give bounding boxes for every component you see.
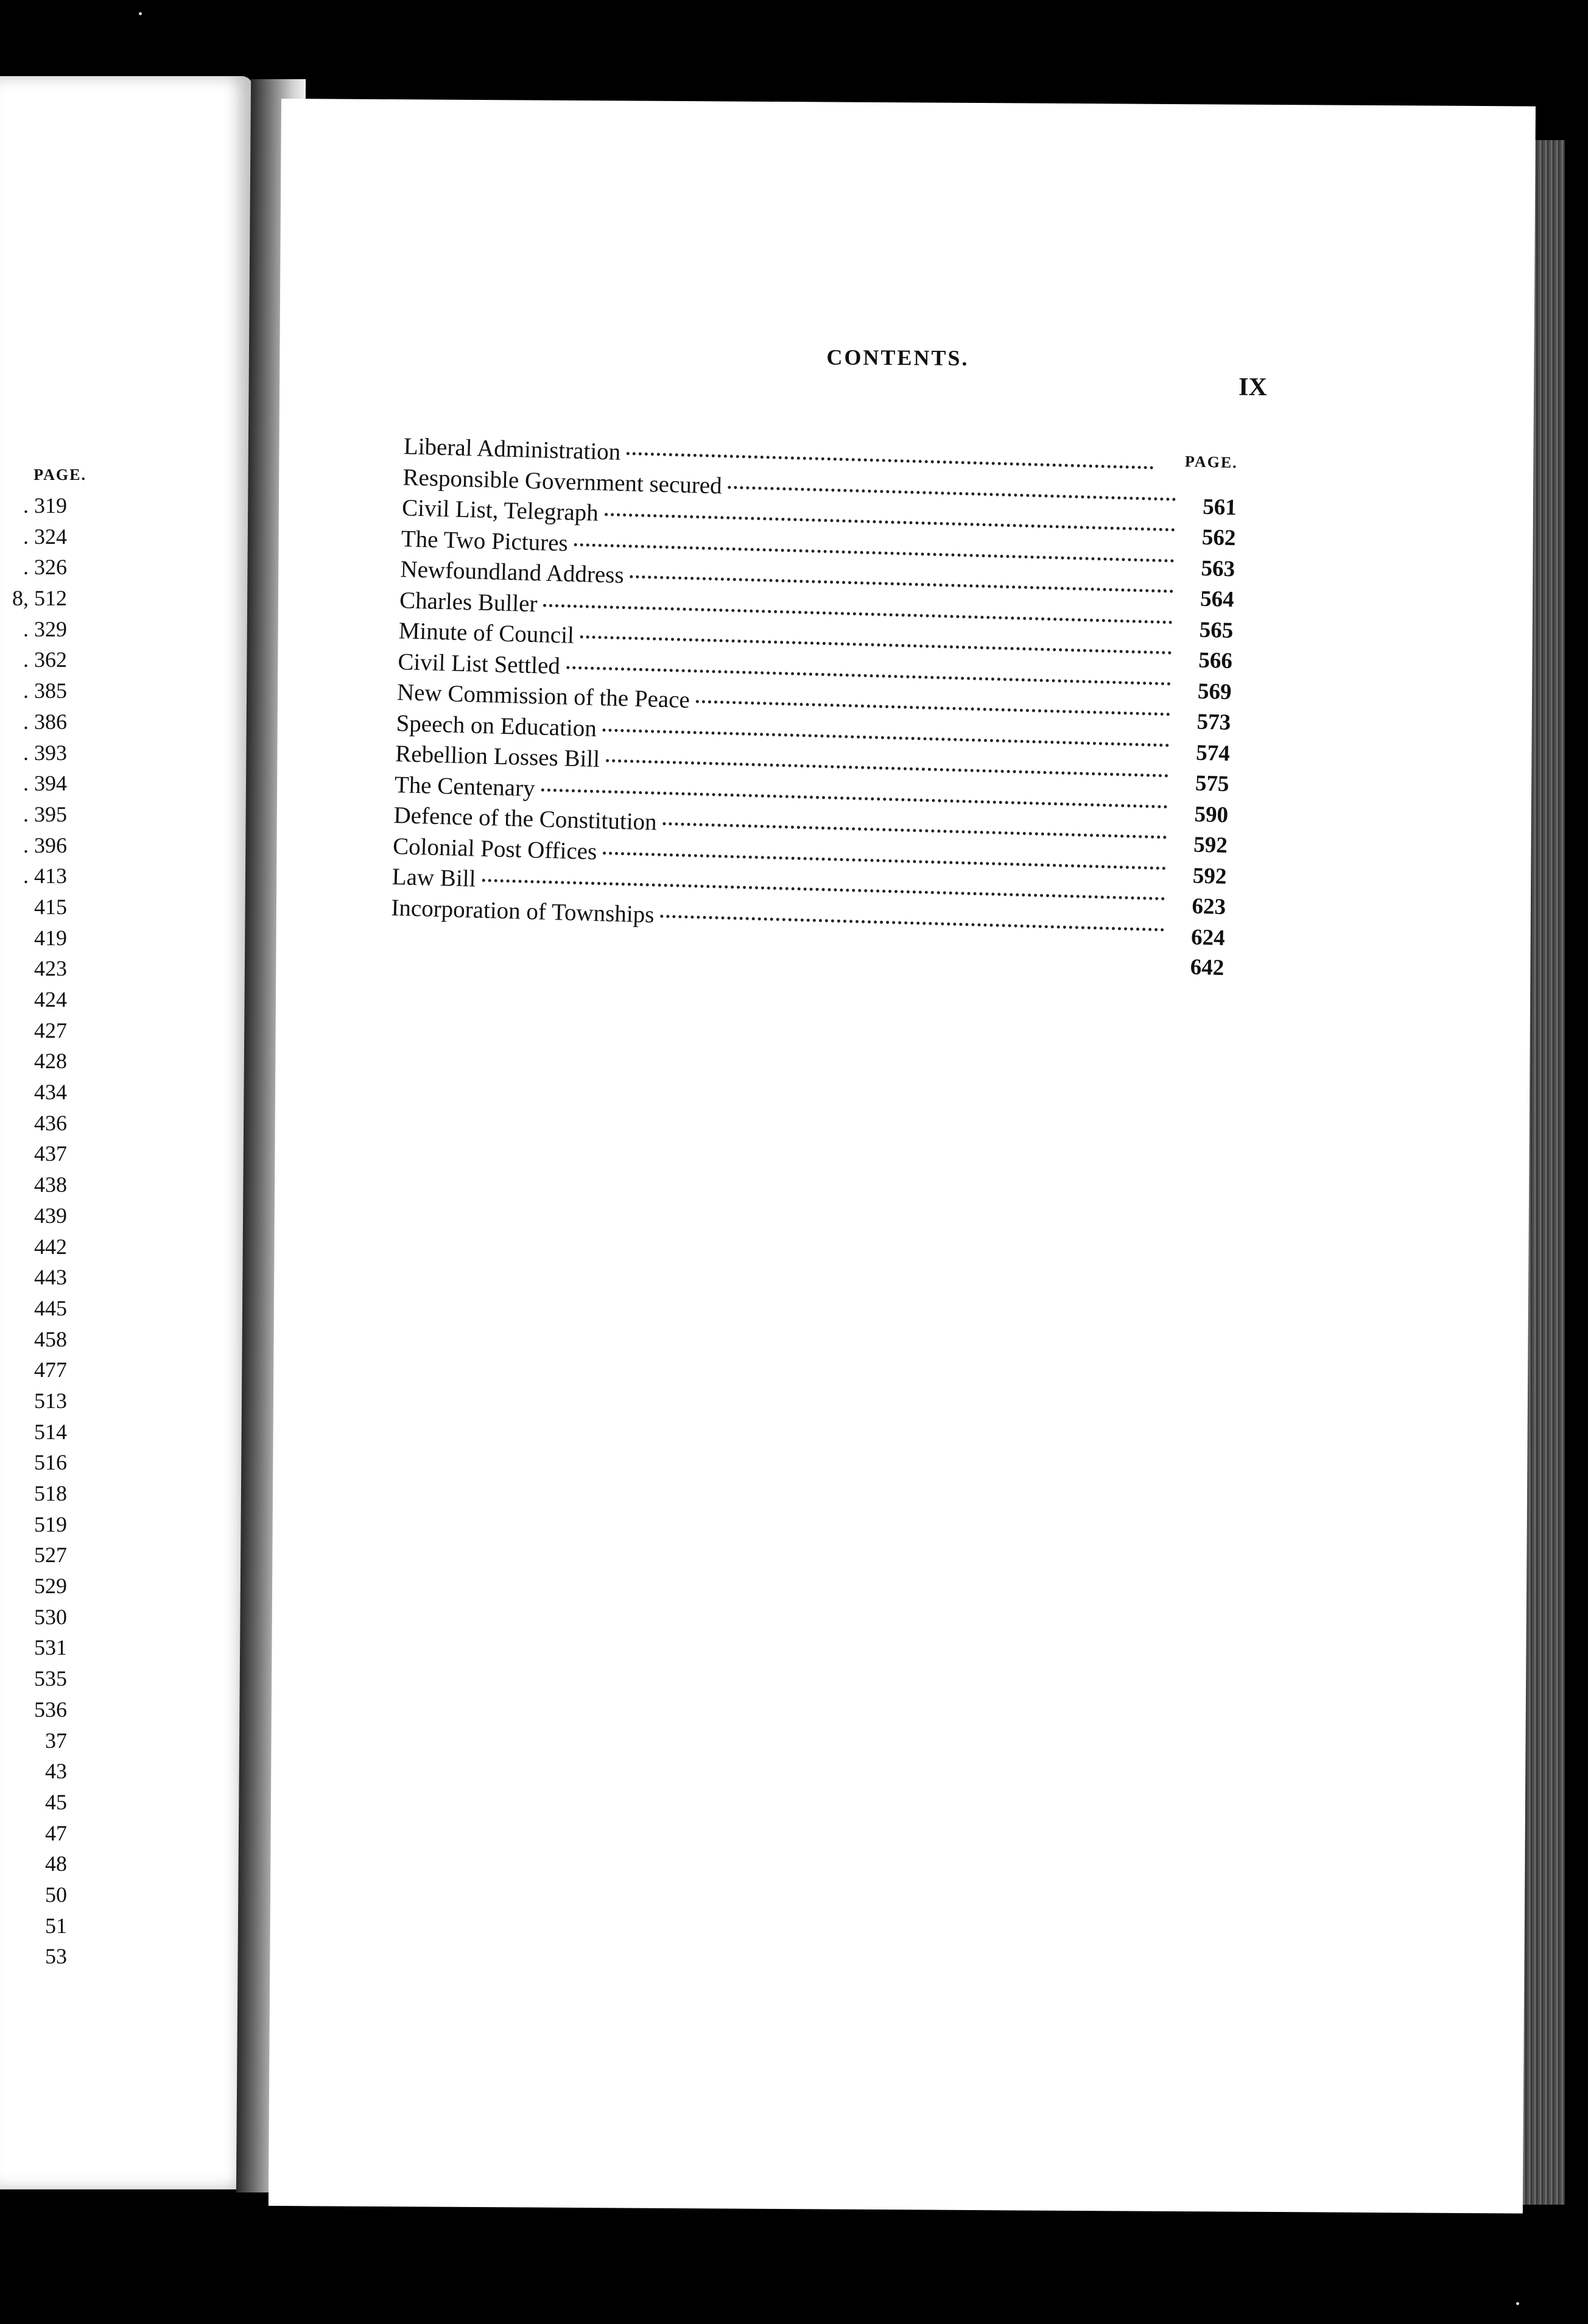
toc-entry-page: 575 <box>1195 770 1230 797</box>
left-page-number: 428 <box>34 1049 67 1074</box>
dot-leader <box>696 700 1170 716</box>
left-page-number: 51 <box>45 1913 67 1938</box>
toc-entry-title: Responsible Government secured <box>402 463 723 499</box>
left-page-number: 443 <box>34 1265 67 1290</box>
left-page-number: . 386 <box>23 709 67 734</box>
left-page-number: 48 <box>45 1851 67 1876</box>
left-page-number: 438 <box>34 1172 67 1197</box>
left-page-number: 458 <box>34 1326 67 1351</box>
toc-entry-page: 565 <box>1199 617 1234 643</box>
toc-entry-page: 563 <box>1201 555 1235 582</box>
left-page-number: 535 <box>34 1666 67 1691</box>
left-page-number: 514 <box>34 1419 67 1444</box>
left-page-number: 513 <box>34 1388 67 1413</box>
dot-leader <box>606 759 1168 777</box>
dot-leader <box>541 788 1167 808</box>
left-page-number: . 324 <box>23 524 67 549</box>
toc-entry-title: Charles Buller <box>399 586 538 617</box>
left-page-number: 45 <box>45 1789 67 1814</box>
table-of-contents <box>390 431 1256 981</box>
toc-entry-title: Law Bill <box>392 863 476 892</box>
left-page-number: 43 <box>45 1759 67 1784</box>
left-page-number: . 329 <box>23 616 67 641</box>
toc-entry-page: 566 <box>1198 647 1233 674</box>
toc-entry-title: Incorporation of Townships <box>390 894 655 928</box>
dot-leader <box>603 851 1166 870</box>
toc-entry-title: The Two Pictures <box>401 525 569 557</box>
toc-entry-page: 564 <box>1200 586 1235 613</box>
left-page-number: 442 <box>34 1234 67 1259</box>
left-page-number: . 394 <box>23 771 67 796</box>
left-page-number: 516 <box>34 1450 67 1475</box>
dot-leader <box>660 914 1164 931</box>
dot-leader <box>627 452 1153 469</box>
dot-leader <box>662 822 1167 839</box>
toc-entry-title: Speech on Education <box>396 710 597 742</box>
dot-leader <box>630 575 1173 593</box>
toc-entry-page: 592 <box>1193 832 1228 859</box>
toc-entry-page: 569 <box>1197 678 1232 705</box>
left-page-number: 437 <box>34 1141 67 1166</box>
toc-entry-title: The Centenary <box>394 771 536 801</box>
left-page-number: 419 <box>34 925 67 950</box>
toc-entry-title: Colonial Post Offices <box>392 833 597 865</box>
left-page-number: 434 <box>34 1080 67 1105</box>
left-page-number: . 326 <box>23 555 67 580</box>
left-page-number: 527 <box>34 1543 67 1568</box>
left-page-number: . 385 <box>23 678 67 703</box>
dot-leader <box>482 879 1165 900</box>
left-page-number-column <box>0 490 67 1972</box>
toc-entry-page: 590 <box>1194 801 1229 828</box>
scan-speck <box>1516 2302 1519 2305</box>
right-page <box>269 99 1536 2214</box>
left-page-number: 530 <box>34 1604 67 1629</box>
left-page-number: 477 <box>34 1357 67 1382</box>
running-head: CONTENTS. <box>826 345 969 370</box>
toc-entry-title: New Commission of the Peace <box>396 679 690 714</box>
left-page-number: 424 <box>34 987 67 1012</box>
left-page-number: 37 <box>45 1728 67 1753</box>
toc-entry-page: 561 <box>1202 494 1237 520</box>
left-page-number: 439 <box>34 1203 67 1228</box>
page-number: IX <box>1238 373 1267 401</box>
left-page-number: . 362 <box>23 647 67 672</box>
toc-entry-title: Civil List Settled <box>397 648 561 679</box>
left-page-number: 519 <box>34 1512 67 1537</box>
toc-entry-title: Newfoundland Address <box>399 556 625 589</box>
toc-entry-page: 624 <box>1190 924 1226 951</box>
left-page-number: 50 <box>45 1882 67 1907</box>
toc-entry-page: 623 <box>1191 893 1226 920</box>
toc-entry-title: Defence of the Constitution <box>393 802 658 836</box>
toc-entry-page: 642 <box>1190 954 1224 981</box>
left-page-number: 8, 512 <box>12 586 67 611</box>
dot-leader <box>543 604 1172 624</box>
toc-page-column-label: PAGE. <box>1184 452 1238 472</box>
toc-entry-title: Liberal Administration <box>403 433 621 465</box>
toc-entry-page: 573 <box>1196 709 1231 736</box>
toc-list <box>390 431 1238 981</box>
left-page-number: 47 <box>45 1820 67 1845</box>
scan-speck <box>139 12 142 15</box>
left-page-number: 53 <box>45 1944 67 1969</box>
left-page-number: . 393 <box>23 740 67 765</box>
left-page-number: 445 <box>34 1295 67 1320</box>
dot-leader <box>605 513 1175 531</box>
left-page-number: . 319 <box>23 493 67 518</box>
left-page-number: 529 <box>34 1574 67 1599</box>
dot-leader <box>580 635 1172 654</box>
dot-leader <box>566 666 1171 685</box>
left-page-number: 536 <box>34 1697 67 1722</box>
toc-entry-title: Minute of Council <box>398 618 575 649</box>
toc-entry-page: 574 <box>1195 740 1231 766</box>
dot-leader <box>603 728 1170 747</box>
left-page-number: 423 <box>34 956 67 981</box>
toc-entry-page: 562 <box>1201 524 1236 551</box>
left-page-number: 427 <box>34 1018 67 1043</box>
left-page-number: . 396 <box>23 833 67 857</box>
left-page-number: 415 <box>34 894 67 919</box>
left-page-number: . 413 <box>23 864 67 889</box>
left-page-number: 436 <box>34 1110 67 1135</box>
left-page-column-label: PAGE. <box>33 466 86 484</box>
left-page-number: 518 <box>34 1481 67 1505</box>
left-page-number: . 395 <box>23 801 67 826</box>
left-page <box>0 76 253 2189</box>
dot-leader <box>574 543 1175 562</box>
toc-entry-title: Rebellion Losses Bill <box>395 741 600 773</box>
toc-entry-page: 592 <box>1192 863 1227 889</box>
left-page-number: 531 <box>34 1635 67 1660</box>
dot-leader <box>728 485 1176 501</box>
toc-entry-title: Civil List, Telegraph <box>401 495 599 526</box>
